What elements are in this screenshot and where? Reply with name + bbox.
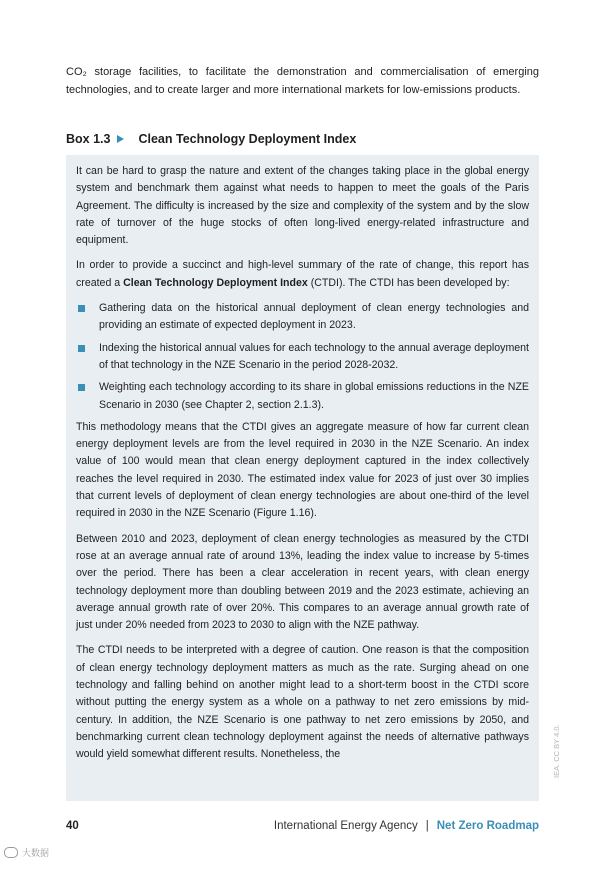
box-header [66, 132, 539, 146]
page-number: 40 [66, 820, 79, 832]
box-paragraph: The CTDI needs to be interpreted with a degree of caution. One reason is that the composition of clean energy technology deployment matters as much as the rate. Surging ahead on one technology and falling behind on another might lead to a short-term boost in the CTDI score without putting the energy system as a whole on a pathway to net zero emissions by mid-century. In addition, the NZE Scenario is one pathway to net zero emissions by 2050, and benchmarking current clean technology deployment against the needs of alternative pathways would yield somewhat different results. Nonetheless, the [76, 644, 529, 761]
watermark-logo-icon [4, 847, 18, 858]
list-item-text: Weighting each technology according to its share in global emissions reductions in the NZE Scenario in 2030 (see Chapter 2, section 2.1.3). [99, 381, 529, 411]
square-bullet-icon [78, 345, 85, 352]
text-run: In order to provide a succinct and high-level summary of the rate of change, this report has created a [76, 259, 529, 289]
page-footer [66, 820, 539, 832]
square-bullet-icon [78, 384, 85, 391]
info-box [66, 155, 539, 801]
triangle-right-icon [117, 135, 124, 143]
list-item [76, 340, 529, 375]
list-item-text: Indexing the historical annual values for each technology to the annual average deployment of that technology in the NZE Scenario in the period 2028-2032. [99, 341, 529, 371]
footer-separator: | [425, 820, 429, 832]
ctdi-term: Clean Technology Deployment Index [123, 276, 308, 289]
box-paragraph: It can be hard to grasp the nature and extent of the changes taking place in the global energy system and benchmark them against what needs to happen to meet the goals of the Paris Agreement. The difficulty is increased by the size and complexity of the system and by the slow rate of turnover of the huge stocks of often long-lived energy-related infrastructure and equipment. [76, 165, 529, 247]
list-item [76, 300, 529, 335]
watermark [4, 846, 49, 859]
intro-paragraph: CO₂ storage facilities, to facilitate the demonstration and commercialisation of emerging technologies, and to create larger and more international markets for low-emissions products. [66, 66, 539, 96]
report-name: Net Zero Roadmap [436, 820, 539, 832]
bullet-list [76, 300, 529, 414]
license-note: IEA. CC BY 4.0. [552, 724, 561, 778]
box-title: Clean Technology Deployment Index [138, 132, 357, 146]
box-paragraph [76, 257, 529, 292]
watermark-text: 大数据 [22, 848, 50, 858]
box-paragraph: Between 2010 and 2023, deployment of clean energy technologies as measured by the CTDI rose at an average annual rate of around 13%, leading the index value to increase by 5-times over the period. There has been a clear acceleration in recent years, with clean energy technology deployment more than doubling between 2019 and the 2023 estimate, achieving an average annual growth rate of over 20%. This compares to an average annual growth rate of just under 20% needed from 2023 to 2030 to align with the NZE pathway. [76, 532, 529, 632]
text-run: (CTDI). The CTDI has been developed by: [307, 276, 510, 289]
box-number: Box 1.3 [66, 132, 111, 146]
square-bullet-icon [78, 305, 85, 312]
footer-right [274, 820, 539, 832]
list-item [76, 379, 529, 414]
list-item-text: Gathering data on the historical annual deployment of clean energy technologies and providing an estimate of expected deployment in 2023. [99, 302, 529, 332]
box-paragraph: This methodology means that the CTDI gives an aggregate measure of how far current clean energy deployment levels are from the level required in 2030 in the NZE Scenario. An index value of 100 would mean that clean energy deployment captured in the index collectively reaches the level required in 2030. The estimated index value for 2023 of just over 30 implies that current levels of deployment of clean energy technologies are about one-third of the level required in 2030 in the NZE Scenario (Figure 1.16). [76, 420, 529, 520]
publisher-name: International Energy Agency [273, 820, 418, 832]
